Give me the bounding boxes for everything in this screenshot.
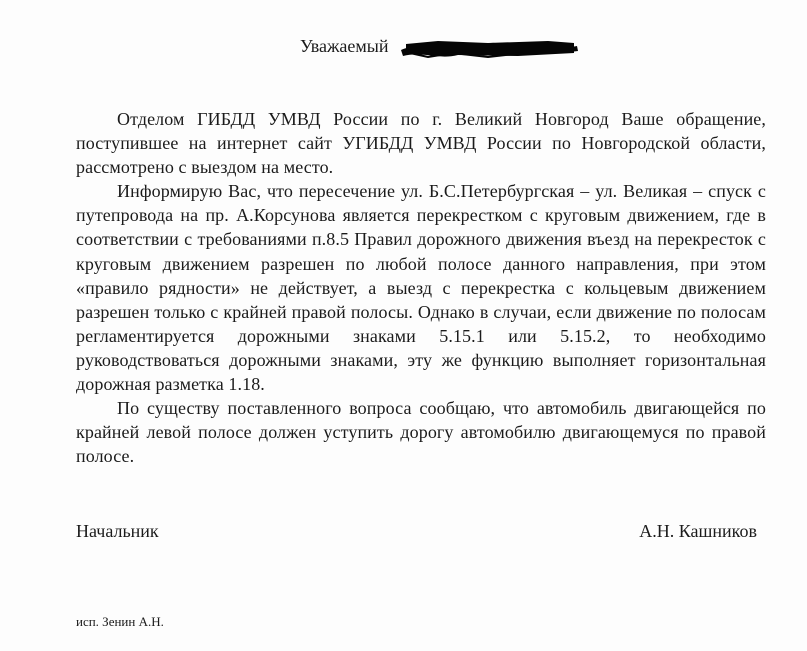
paragraph-main: Информирую Вас, что пересечение ул. Б.С.Петербургская – ул. Великая – спуск с путепровода на пр. А.Корсунова является перекрестком с круговым движением, где в соответствии с требованиями п.8.5 Правил дорожного движения въезд на перекресток с круговым движением разрешен по любой полосе данного направления, при этом «правило рядности» не действует, а выезд с перекрестка с кольцевым движением разрешен только с крайней правой полосы. Однако в случаи, если движение по полосам регламентируется дорожными знаками 5.15.1 или 5.15.2, то необходимо руководствоваться дорожными знаками, эту же функцию выполняет горизонтальная дорожная разметка 1.18. <box>76 181 766 395</box>
letter-body <box>76 107 766 468</box>
signature-name: А.Н. Кашников <box>639 521 757 541</box>
signature-title: Начальник <box>76 521 159 541</box>
paragraph-intro: Отделом ГИБДД УМВД России по г. Великий Новгород Ваше обращение, поступившее на интернет сайт УГИБДД УМВД России по Новгородской области, рассмотрено с выездом на место. <box>76 109 766 178</box>
executor-note: исп. Зенин А.Н. <box>76 614 164 629</box>
paragraph-conclusion: По существу поставленного вопроса сообщаю, что автомобиль двигающейся по крайней левой полосе должен уступить дорогу автомобилю двигающемуся по правой полосе. <box>76 398 766 467</box>
greeting: Уважаемый <box>300 36 389 56</box>
redacted-name-scribble <box>398 38 580 58</box>
